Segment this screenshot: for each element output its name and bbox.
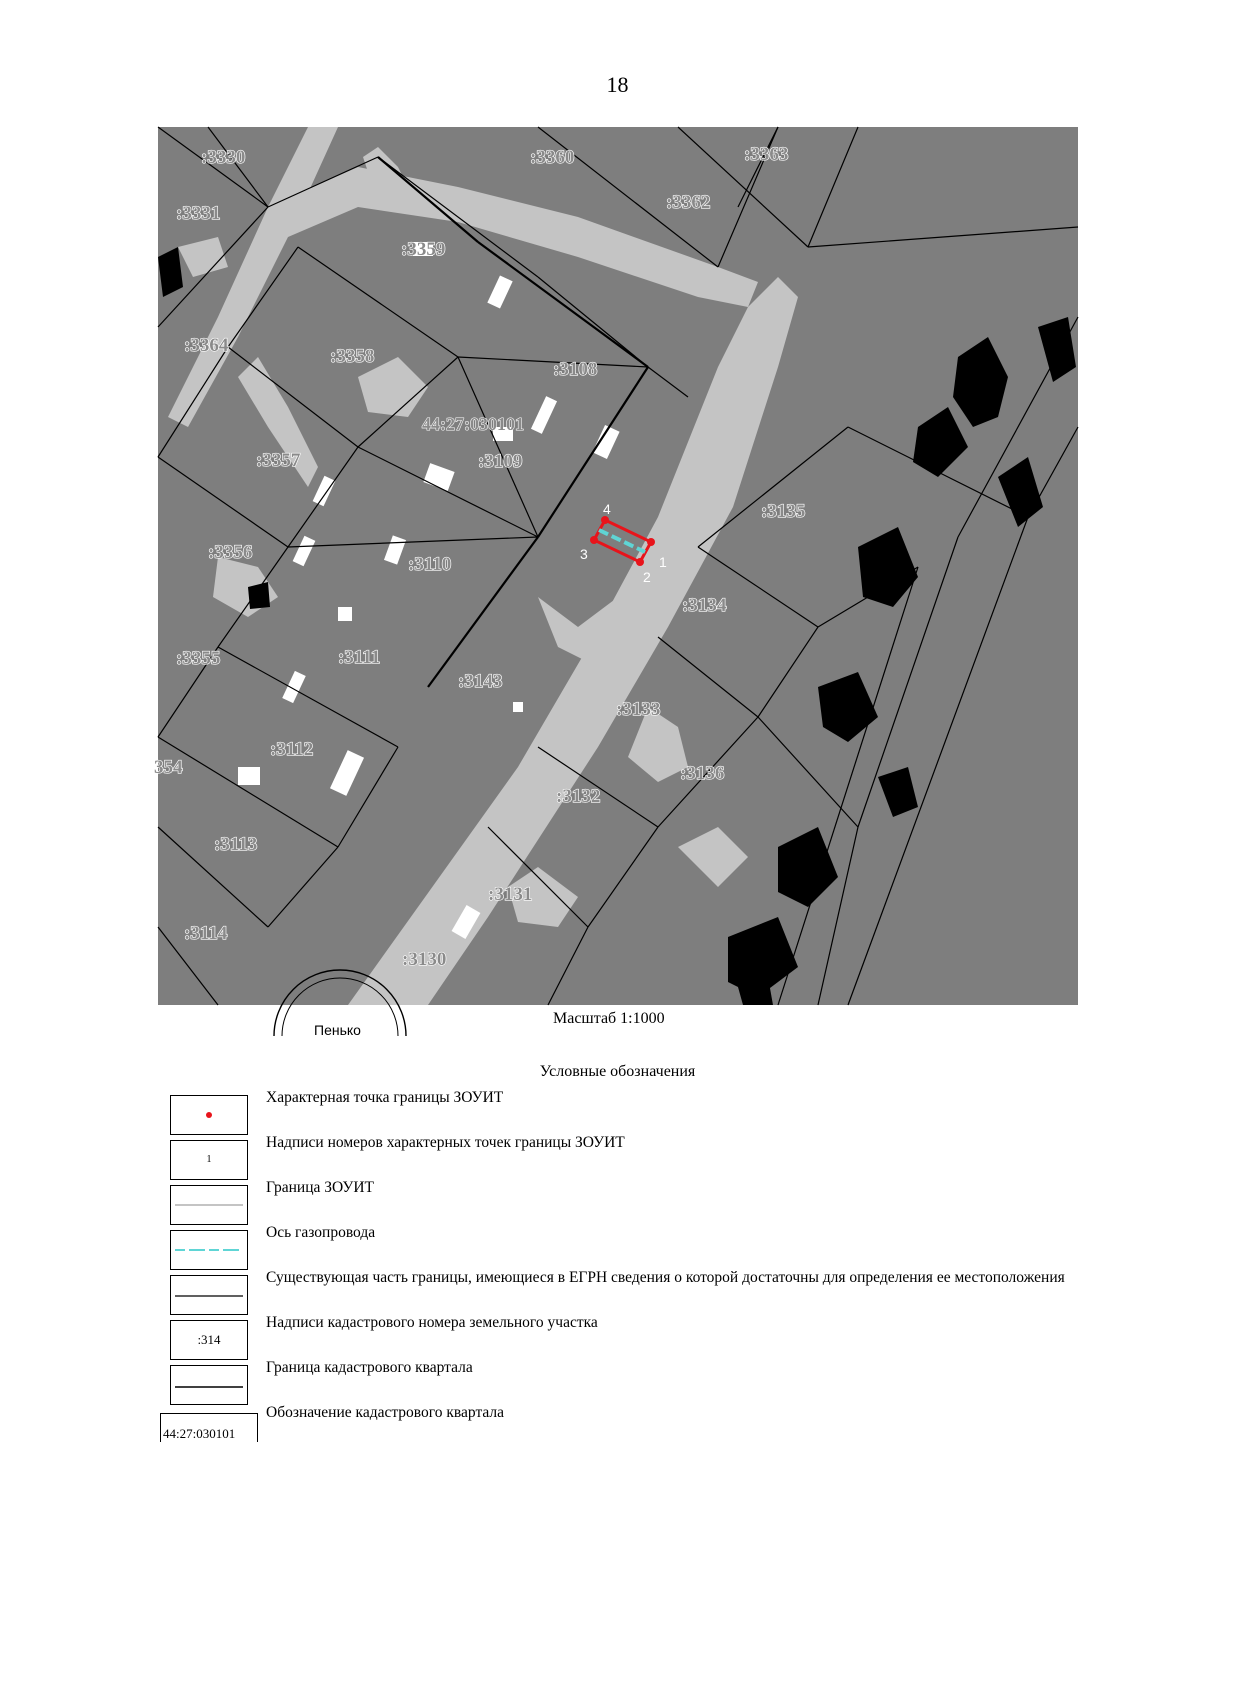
plot-label: :3109 — [478, 451, 523, 472]
legend-item-text: Надписи кадастрового номера земельного участка — [266, 1314, 598, 1331]
legend-item-text: Граница кадастрового квартала — [266, 1359, 473, 1376]
legend-symbol-box — [170, 1095, 248, 1135]
legend-symbol-box — [170, 1140, 248, 1180]
plot-label: :3131 — [488, 884, 533, 905]
plot-label: :3356 — [208, 542, 253, 563]
plot-label: :3113 — [214, 834, 258, 855]
zone-point-4[interactable] — [601, 516, 609, 524]
plot-label: :3364 — [184, 335, 229, 356]
zone-point-1[interactable] — [647, 538, 655, 546]
plot-label: :3136 — [680, 763, 725, 784]
plot-label: :3132 — [556, 786, 601, 807]
legend-item-text: Обозначение кадастрового квартала — [266, 1404, 505, 1421]
legend-item-text: Существующая часть границы, имеющиеся в ЕГРН сведения о которой достаточны для определения ее местоположения — [266, 1269, 1065, 1286]
plot-label: :3359 — [401, 239, 446, 260]
page-number: 18 — [606, 72, 629, 97]
plot-label: :3358 — [330, 346, 375, 367]
plot-label: :3110 — [408, 554, 452, 575]
plot-label: :3111 — [338, 647, 381, 668]
legend-symbol-box — [170, 1185, 248, 1225]
point-label: 2 — [643, 569, 651, 585]
number-label-sample: 1 — [206, 1154, 212, 1165]
plot-label: :3363 — [744, 144, 789, 165]
plot-label: :3134 — [682, 595, 727, 616]
point-label: 1 — [659, 554, 667, 570]
legend-item-text: Надписи номеров характерных точек границы ЗОУИТ — [266, 1134, 625, 1151]
legend-symbol-box — [170, 1320, 248, 1360]
scale-label: Масштаб 1:1000 — [553, 1010, 665, 1027]
plot-label: 354 — [154, 757, 183, 778]
plot-label: :3135 — [761, 501, 806, 522]
legend-title: Условные обозначения — [539, 1063, 696, 1080]
quarter-designation-sample: 44:27:030101 — [163, 1426, 236, 1441]
quarter-label: 44:27:030101 — [422, 414, 524, 434]
plot-label: :3330 — [201, 147, 246, 168]
plot-label: :3331 — [176, 203, 221, 224]
legend-item-text: Граница ЗОУИТ — [266, 1179, 374, 1196]
legend-symbol-box — [170, 1275, 248, 1315]
legend-symbol-box — [170, 1365, 248, 1405]
stamp — [270, 1010, 410, 1041]
plot-label: :3112 — [270, 739, 314, 760]
plot-label: :3130 — [402, 949, 447, 970]
legend-item-text: Характерная точка границы ЗОУИТ — [266, 1089, 504, 1106]
plot-label: :3362 — [666, 192, 711, 213]
plot-label: :3357 — [256, 450, 301, 471]
zone-point-3[interactable] — [590, 536, 598, 544]
plot-label: :3355 — [176, 648, 221, 669]
plot-label: :3108 — [553, 359, 598, 380]
legend-symbol-box — [170, 1230, 248, 1270]
plot-label: :3114 — [184, 923, 228, 944]
legend-item-text: Ось газопровода — [266, 1224, 376, 1241]
plot-label: :3360 — [530, 147, 575, 168]
stamp-text: Пенько — [314, 1022, 361, 1038]
point-label: 4 — [603, 501, 611, 517]
legend-symbol-box — [160, 1413, 258, 1442]
plot-label: :3133 — [616, 699, 661, 720]
zone-point-2[interactable] — [636, 558, 644, 566]
red-point-icon — [206, 1112, 212, 1118]
cadastral-map[interactable] — [154, 127, 1078, 1005]
cadastral-number-sample: :314 — [197, 1332, 221, 1347]
plot-label: :3143 — [458, 671, 503, 692]
point-label: 3 — [580, 546, 588, 562]
